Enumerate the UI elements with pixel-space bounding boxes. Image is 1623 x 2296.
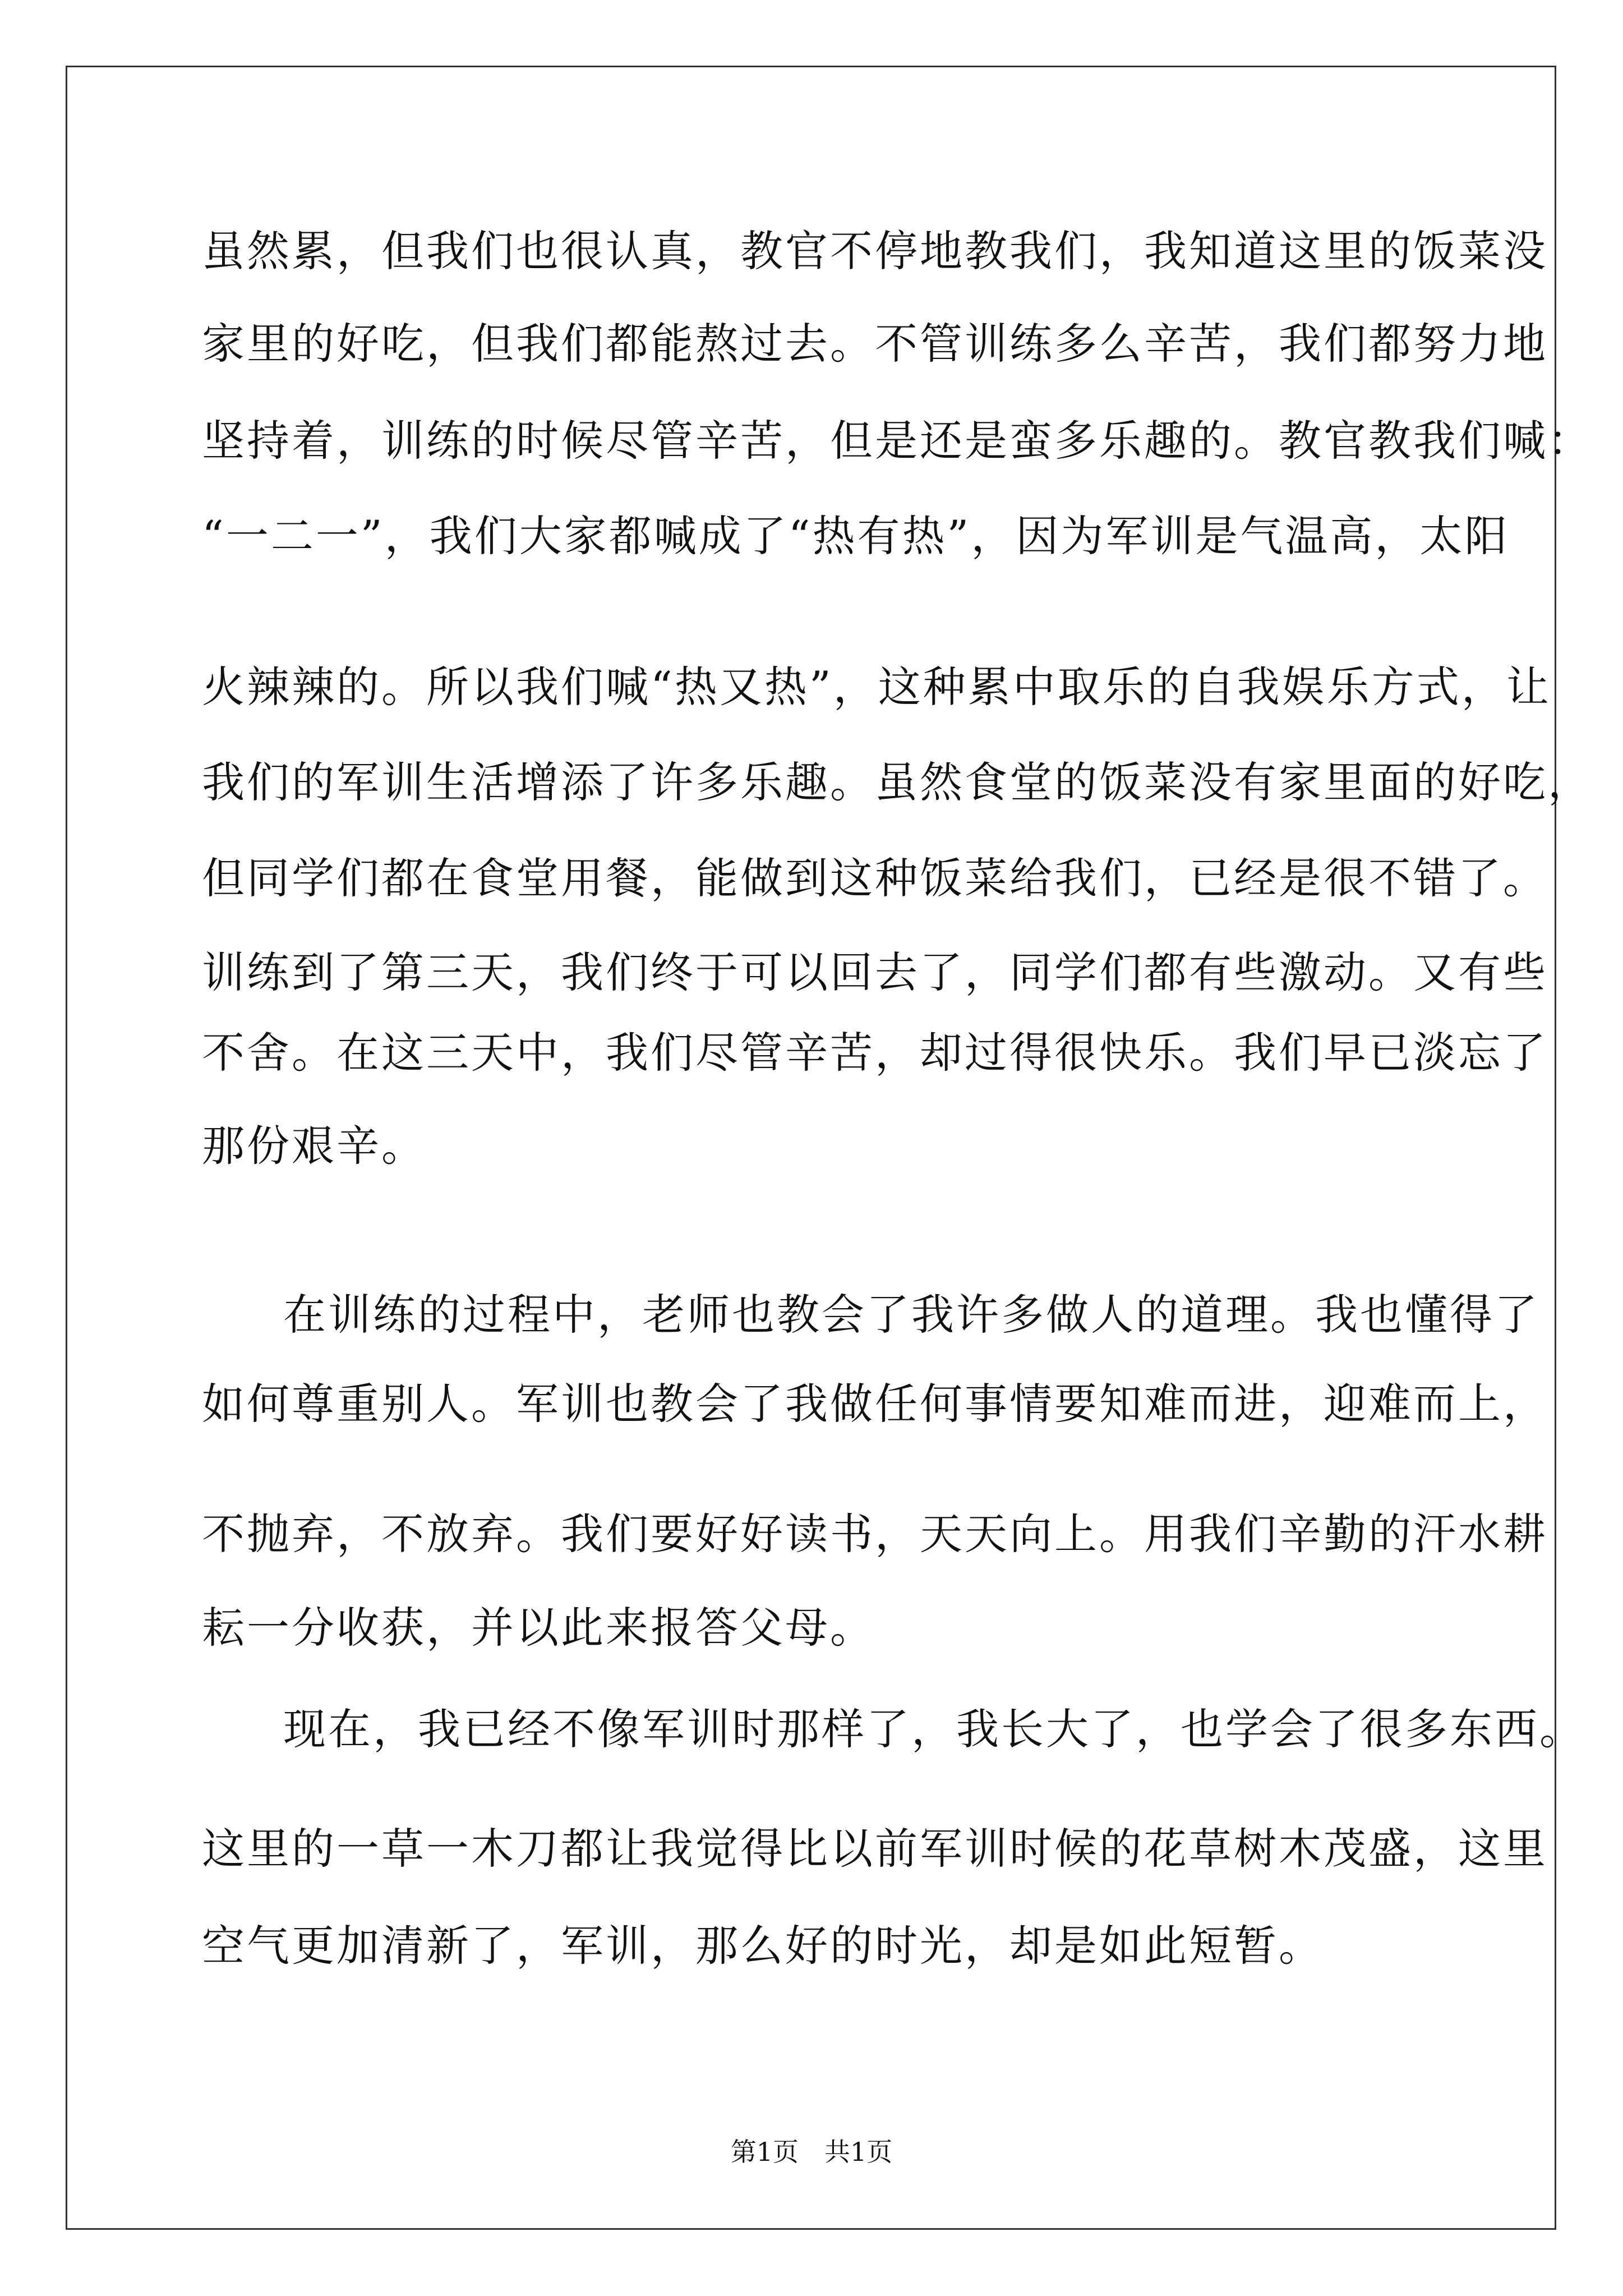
text-line-9: 不舍。在这三天中，我们尽管辛苦，却过得很快乐。我们早已淡忘了	[202, 1028, 1548, 1078]
page-footer: 第1页 共1页	[730, 2137, 893, 2167]
text-line-15: 现在，我已经不像军训时那样了，我长大了，也学会了很多东西。	[283, 1704, 1584, 1754]
text-line-10: 那份艰辛。	[202, 1121, 426, 1171]
text-line-14: 耘一分收获，并以此来报答父母。	[202, 1603, 875, 1653]
text-line-3: 坚持着，训练的时候尽管辛苦，但是还是蛮多乐趣的。教官教我们喊：	[202, 416, 1593, 466]
text-line-7: 但同学们都在食堂用餐，能做到这种饭菜给我们，已经是很不错了。	[202, 853, 1548, 903]
text-line-13: 不抛弃，不放弃。我们要好好读书，天天向上。用我们辛勤的汗水耕	[202, 1509, 1548, 1559]
text-line-16: 这里的一草一木刀都让我觉得比以前军训时候的花草树木茂盛，这里	[202, 1824, 1548, 1874]
text-line-8: 训练到了第三天，我们终于可以回去了，同学们都有些激动。又有些	[202, 947, 1548, 997]
text-line-17: 空气更加清新了，军训，那么好的时光，却是如此短暂。	[202, 1921, 1324, 1971]
text-line-5: 火辣辣的。所以我们喊“热又热”，这种累中取乐的自我娱乐方式，让	[202, 662, 1551, 712]
text-line-6: 我们的军训生活增添了许多乐趣。虽然食堂的饭菜没有家里面的好吃，	[202, 757, 1593, 807]
text-line-1: 虽然累，但我们也很认真，教官不停地教我们，我知道这里的饭菜没	[202, 226, 1548, 276]
text-line-4: “一二一”，我们大家都喊成了“热有热”，因为军训是气温高，太阳	[202, 511, 1510, 561]
text-line-12: 如何尊重别人。军训也教会了我做任何事情要知难而进，迎难而上，	[202, 1379, 1548, 1429]
text-line-11: 在训练的过程中，老师也教会了我许多做人的道理。我也懂得了	[283, 1290, 1539, 1340]
text-line-2: 家里的好吃，但我们都能熬过去。不管训练多么辛苦，我们都努力地	[202, 319, 1548, 369]
